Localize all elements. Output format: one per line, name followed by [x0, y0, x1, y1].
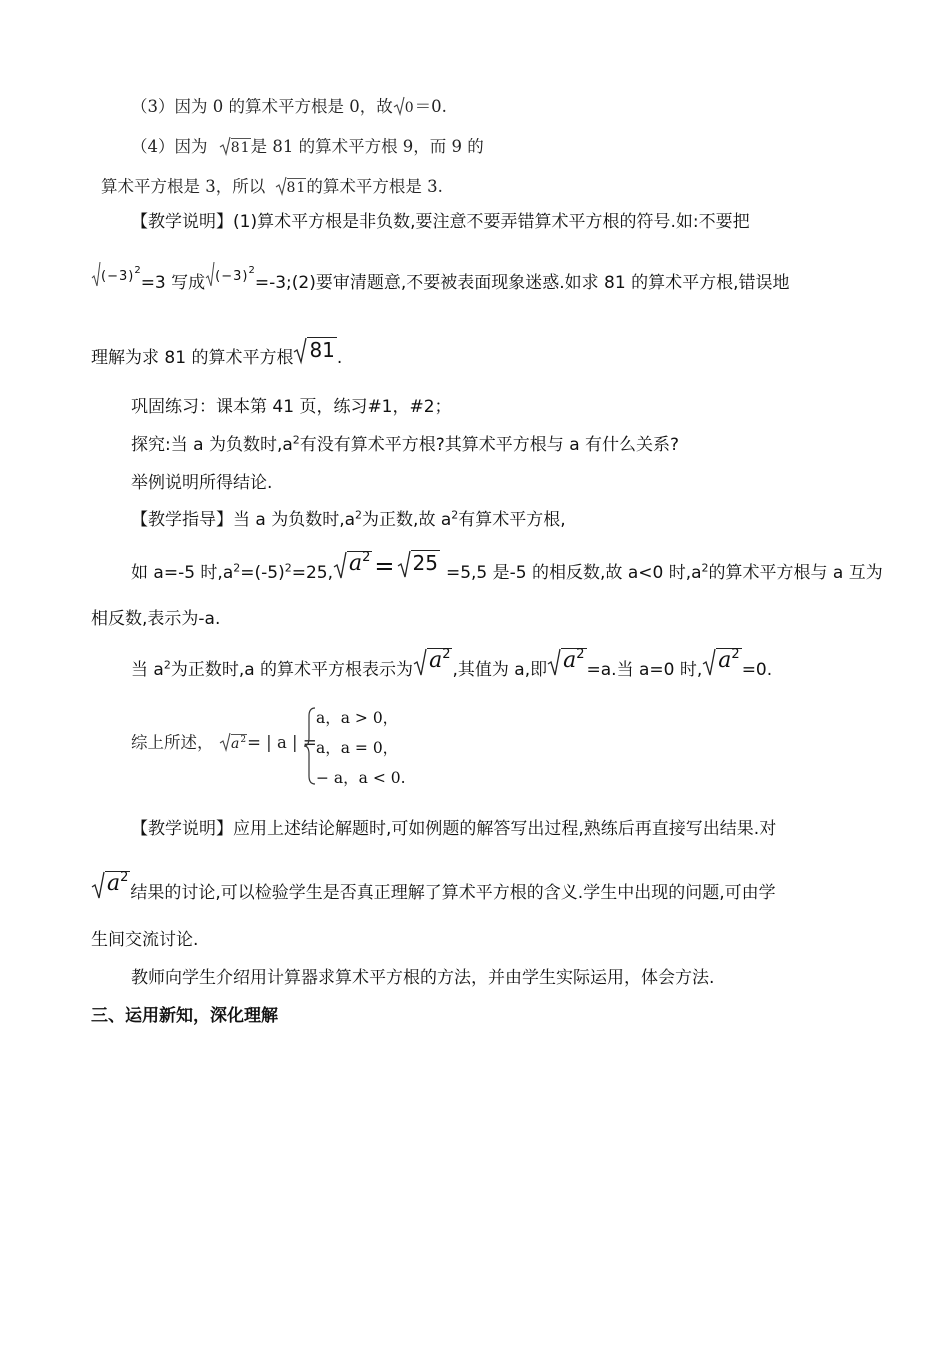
sqrt-81 — [293, 337, 336, 363]
exponent: 2 — [362, 550, 371, 565]
text: 当 a — [131, 660, 164, 680]
teaching-note-1-end — [91, 338, 343, 369]
sqrt-81 — [275, 176, 307, 198]
text: 的算术平方根与 a 互为 — [708, 563, 883, 583]
text: 结果的讨论,可以检验学生是否真正理解了算术平方根的含义.学生中出现的问题,可由学 — [130, 883, 776, 903]
text: 有没有算术平方根?其算术平方根与 a 有什么关系? — [299, 435, 680, 455]
radicand: a — [107, 871, 121, 896]
exponent: 2 — [120, 870, 129, 885]
radicand: a — [429, 648, 443, 673]
sqrt-zero — [393, 96, 415, 118]
radicand: (−3) — [101, 269, 135, 284]
text: （3）因为 0 的算术平方根是 0，故 — [131, 97, 393, 116]
teaching-note-1-cont — [91, 265, 790, 297]
radicand: 81 — [230, 140, 251, 156]
case-negative: − a，a < 0. — [316, 769, 406, 787]
exponent: 2 — [701, 561, 709, 575]
sqrt-a-squared — [702, 648, 741, 676]
practice-line: 巩固练习：课本第 41 页，练习#1，#2； — [131, 397, 452, 417]
exponent: 2 — [163, 658, 171, 672]
exponent: 2 — [292, 433, 300, 447]
opposite-number-line: 相反数,表示为-a. — [91, 609, 221, 629]
radicand: 81 — [286, 180, 307, 196]
equals-sign: = — [374, 552, 395, 580]
text: =0. — [741, 660, 773, 680]
sqrt-a-squared — [333, 551, 372, 579]
text: 探究:当 a 为负数时,a — [131, 435, 293, 455]
exponent: 2 — [284, 561, 292, 575]
text: ,其值为 a,即 — [452, 660, 548, 680]
radicand: 81 — [309, 338, 335, 362]
radicand: a — [563, 648, 577, 673]
exponent: 2 — [576, 647, 585, 662]
radicand: 0 — [404, 100, 415, 116]
line-example-3 — [131, 96, 447, 118]
teaching-guide — [131, 509, 566, 531]
teaching-note-2: 【教学说明】应用上述结论解题时,可如例题的解答写出过程,熟练后再直接写出结果.对 — [131, 819, 777, 839]
text: =-3;(2)要审清题意,不要被表面现象迷惑.如求 81 的算术平方根,错误地 — [254, 273, 790, 293]
teaching-note-2-cont — [91, 870, 776, 907]
case-zero: a，a = 0， — [316, 739, 399, 757]
explore-line — [131, 434, 679, 456]
sqrt-a-squared — [219, 732, 247, 755]
sqrt-neg3-squared — [91, 264, 141, 289]
sqrt-neg3-squared — [205, 264, 255, 289]
section-heading: 三、运用新知，深化理解 — [91, 1006, 278, 1026]
exponent: 2 — [355, 508, 363, 522]
text: 是 81 的算术平方根 9，而 9 的 — [250, 137, 484, 156]
text: 算术平方根是 3，所以 — [101, 177, 266, 196]
sqrt-a-squared — [91, 871, 130, 899]
radicand: 25 — [412, 551, 438, 575]
teaching-note-1: 【教学说明】(1)算术平方根是非负数,要注意不要弄错算术平方根的符号.如:不要把 — [131, 212, 750, 232]
brace-icon — [303, 706, 317, 786]
text: =a.当 a=0 时, — [586, 660, 703, 680]
text: = | a | = — [247, 733, 317, 752]
line-example-4-cont — [101, 176, 443, 198]
text: 为正数时,a 的算术平方根表示为 — [170, 660, 414, 680]
text: 如 a=-5 时,a — [131, 563, 234, 583]
radicand: (−3) — [215, 269, 249, 284]
text: 的算术平方根是 3. — [306, 177, 443, 196]
text: 有算术平方根, — [458, 510, 566, 530]
text: . — [336, 348, 343, 368]
radicand: a — [718, 648, 732, 673]
positive-case-line — [131, 647, 773, 684]
calculator-line: 教师向学生介绍用计算器求算术平方根的方法，并由学生实际运用，体会方法. — [131, 968, 715, 988]
exponent: 2 — [451, 508, 459, 522]
line-example-4 — [131, 136, 484, 158]
teaching-guide-example — [131, 550, 883, 587]
sqrt-25 — [397, 550, 440, 576]
exponent: 2 — [731, 647, 740, 662]
text: 【教学指导】当 a 为负数时,a — [131, 510, 356, 530]
radicand: a — [231, 736, 241, 752]
exponent: 2 — [134, 265, 141, 276]
exponent: 2 — [240, 735, 248, 745]
text: =5,5 是-5 的相反数,故 a<0 时,a — [445, 563, 702, 583]
conclusion-line: 举例说明所得结论. — [131, 473, 273, 493]
sqrt-a-squared — [547, 648, 586, 676]
text: =25, — [291, 563, 333, 583]
text: =3 写成 — [140, 273, 206, 293]
sqrt-81 — [219, 136, 251, 158]
exponent: 2 — [248, 265, 255, 276]
sqrt-a-squared — [413, 648, 452, 676]
exponent: 2 — [233, 561, 241, 575]
text: ＝0. — [414, 97, 447, 116]
text: =(-5) — [240, 563, 285, 583]
radicand: a — [349, 551, 363, 576]
text: （4）因为 — [131, 137, 208, 156]
case-positive: a，a > 0， — [316, 709, 399, 727]
summary-label: 综上所述， — [131, 733, 214, 752]
text: 理解为求 81 的算术平方根 — [91, 348, 294, 368]
text: 为正数,故 a — [362, 510, 452, 530]
discussion-line: 生间交流讨论. — [91, 930, 199, 950]
exponent: 2 — [442, 647, 451, 662]
